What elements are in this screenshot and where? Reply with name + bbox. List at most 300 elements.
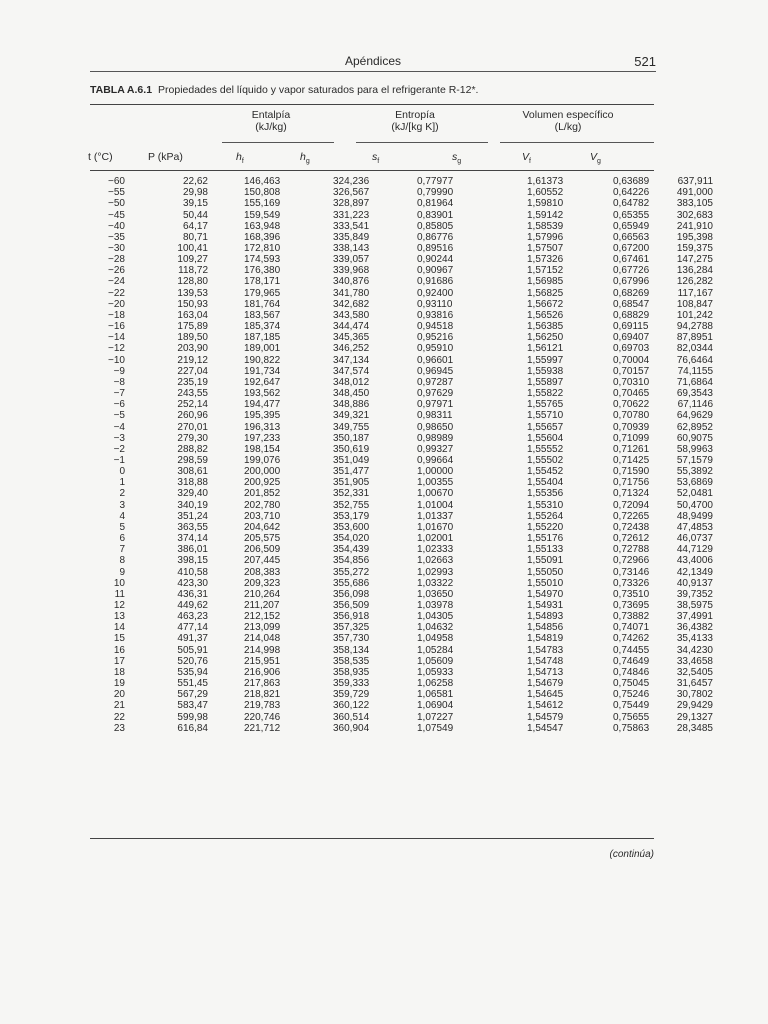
cell-spacer	[295, 544, 333, 555]
cell-spacer	[577, 198, 613, 209]
cell-hg: 359,333	[333, 678, 370, 690]
cell-hg: 339,968	[333, 265, 370, 277]
cell-spacer	[463, 622, 527, 633]
cell-hg: 354,856	[333, 555, 370, 567]
cell-t: 4	[119, 510, 125, 522]
cell-vf: 0,67726	[613, 265, 650, 277]
cell-hf: 159,549	[244, 209, 281, 221]
cell-sg: 1,54819	[527, 633, 564, 645]
cell-hf: 208,383	[244, 566, 281, 578]
cell-spacer	[295, 433, 333, 444]
enthalpy-group-header	[226, 109, 316, 133]
cell-t: −55	[108, 187, 125, 199]
cell-t: 8	[119, 555, 125, 567]
cell-spacer	[208, 712, 244, 723]
cell-hf: 197,233	[244, 432, 281, 444]
cell-sf: 1,04632	[417, 622, 454, 634]
page-number: 521	[634, 54, 656, 69]
cell-sf: 0,98650	[417, 421, 454, 433]
cell-vg: 195,398	[676, 231, 713, 243]
cell-hg: 355,272	[333, 566, 370, 578]
cell-spacer	[577, 176, 613, 187]
cell-hf: 220,746	[244, 711, 281, 723]
cell-t: −10	[108, 354, 125, 366]
cell-spacer	[463, 444, 527, 455]
cell-spacer	[379, 444, 417, 455]
cell-spacer	[208, 176, 244, 187]
cell-spacer	[379, 522, 417, 533]
cell-hf: 206,509	[244, 544, 281, 556]
cell-spacer	[463, 566, 527, 577]
cell-spacer	[295, 209, 333, 220]
cell-sf: 0,79990	[417, 187, 454, 199]
col-header-vf: $V_f$	[522, 151, 531, 166]
table-caption	[90, 84, 478, 96]
volume-underline	[500, 142, 654, 143]
table-row	[90, 232, 713, 243]
cell-hf: 163,948	[244, 220, 281, 232]
cell-p: 477,14	[177, 622, 208, 634]
cell-spacer	[379, 321, 417, 332]
header-rule	[90, 71, 656, 72]
cell-spacer	[379, 209, 417, 220]
cell-sg: 1,54713	[527, 666, 564, 678]
cell-spacer	[295, 377, 333, 388]
cell-spacer	[463, 477, 527, 488]
cell-spacer	[379, 633, 417, 644]
table-row	[90, 712, 713, 723]
cell-sg: 1,55765	[527, 399, 564, 411]
cell-hg: 358,134	[333, 644, 370, 656]
cell-sf: 1,05933	[417, 666, 454, 678]
cell-vf: 0,70004	[613, 354, 650, 366]
cell-hf: 212,152	[244, 611, 281, 623]
cell-sf: 0,86776	[417, 231, 454, 243]
cell-sg: 1,54931	[527, 600, 564, 612]
cell-vf: 0,73695	[613, 600, 650, 612]
cell-spacer	[208, 399, 244, 410]
table-row	[90, 299, 713, 310]
cell-vg: 62,8952	[676, 421, 713, 433]
cell-vg: 42,1349	[676, 566, 713, 578]
cell-hf: 194,477	[244, 399, 281, 411]
cell-vf: 0,74071	[613, 622, 650, 634]
cell-spacer	[463, 656, 527, 667]
cell-spacer	[379, 700, 417, 711]
cell-spacer	[577, 355, 613, 366]
cell-hf: 199,076	[244, 454, 281, 466]
cell-vg: 34,4230	[676, 644, 713, 656]
cell-t: 3	[119, 499, 125, 511]
cell-spacer	[295, 600, 333, 611]
cell-t: −50	[108, 198, 125, 210]
cell-p: 22,62	[182, 176, 208, 188]
table-row	[90, 221, 713, 232]
cell-spacer	[463, 712, 527, 723]
cell-sf: 0,97971	[417, 399, 454, 411]
table-row	[90, 332, 713, 343]
cell-spacer	[295, 276, 333, 287]
cell-spacer	[295, 366, 333, 377]
cell-hg: 343,580	[333, 309, 370, 321]
cell-spacer	[379, 299, 417, 310]
cell-spacer	[208, 477, 244, 488]
table-row	[90, 544, 713, 555]
cell-spacer	[577, 600, 613, 611]
table-row	[90, 689, 713, 700]
cell-hg: 356,918	[333, 611, 370, 623]
cell-spacer	[577, 622, 613, 633]
cell-p: 298,59	[177, 454, 208, 466]
table-row	[90, 622, 713, 633]
cell-spacer	[577, 276, 613, 287]
cell-spacer	[379, 243, 417, 254]
cell-spacer	[463, 288, 527, 299]
cell-hg: 358,535	[333, 655, 370, 667]
cell-p: 386,01	[177, 544, 208, 556]
table-row	[90, 355, 713, 366]
cell-spacer	[295, 455, 333, 466]
table-row	[90, 700, 713, 711]
table-row	[90, 477, 713, 488]
cell-hf: 203,710	[244, 510, 281, 522]
cell-t: −2	[113, 443, 125, 455]
table-row	[90, 243, 713, 254]
cell-t: 7	[119, 544, 125, 556]
table-row	[90, 187, 713, 198]
cell-spacer	[463, 343, 527, 354]
cell-vf: 0,69115	[613, 321, 649, 333]
cell-t: 1	[119, 477, 125, 489]
cell-hf: 185,374	[244, 321, 281, 333]
cell-t: 19	[113, 678, 125, 690]
cell-t: 6	[119, 533, 125, 545]
cell-spacer	[295, 265, 333, 276]
cell-sf: 0,98989	[417, 432, 454, 444]
cell-spacer	[208, 578, 244, 589]
cell-vf: 0,72612	[613, 533, 650, 545]
cell-hf: 178,171	[244, 276, 281, 288]
cell-spacer	[208, 410, 244, 421]
cell-spacer	[295, 321, 333, 332]
cell-hf: 174,593	[244, 254, 281, 266]
cell-hf: 168,396	[244, 231, 281, 243]
cell-spacer	[577, 399, 613, 410]
cell-sf: 0,90967	[417, 265, 454, 277]
cell-spacer	[208, 522, 244, 533]
cell-spacer	[577, 589, 613, 600]
cell-p: 583,47	[177, 700, 208, 712]
cell-spacer	[379, 555, 417, 566]
cell-t: −3	[113, 432, 125, 444]
cell-hf: 181,764	[244, 298, 281, 310]
cell-spacer	[379, 176, 417, 187]
cell-vf: 0,65949	[613, 220, 650, 232]
cell-spacer	[295, 566, 333, 577]
cell-spacer	[208, 377, 244, 388]
cell-spacer	[577, 299, 613, 310]
cell-sg: 1,55176	[527, 533, 564, 545]
cell-sg: 1,55822	[527, 388, 564, 400]
enthalpy-underline	[222, 142, 334, 143]
cell-spacer	[379, 589, 417, 600]
cell-spacer	[577, 455, 613, 466]
cell-spacer	[379, 689, 417, 700]
cell-spacer	[295, 511, 333, 522]
cell-spacer	[295, 645, 333, 656]
cell-spacer	[463, 265, 527, 276]
cell-vf: 0,71756	[613, 477, 650, 489]
cell-spacer	[295, 633, 333, 644]
cell-spacer	[577, 221, 613, 232]
cell-spacer	[295, 477, 333, 488]
cell-hg: 351,049	[333, 454, 370, 466]
volume-label: Volumen específico	[522, 109, 614, 121]
cell-p: 80,71	[182, 231, 208, 243]
cell-vf: 0,70465	[613, 388, 650, 400]
cell-spacer	[463, 421, 527, 432]
cell-sf: 0,95216	[417, 332, 454, 344]
table-row	[90, 633, 713, 644]
col-header-hg: $h_g$	[300, 151, 310, 166]
cell-sg: 1,55604	[527, 432, 564, 444]
cell-hf: 198,154	[244, 443, 281, 455]
cell-p: 463,23	[177, 611, 208, 623]
cell-t: −6	[113, 399, 125, 411]
cell-spacer	[208, 555, 244, 566]
cell-p: 203,90	[177, 343, 208, 355]
cell-vf: 0,72438	[613, 521, 650, 533]
cell-sf: 0,81964	[417, 198, 454, 210]
cell-spacer	[208, 633, 244, 644]
cell-vf: 0,75045	[613, 678, 650, 690]
cell-sg: 1,55356	[527, 488, 564, 500]
cell-hg: 348,450	[333, 388, 370, 400]
cell-vg: 101,242	[676, 309, 713, 321]
cell-sg: 1,54748	[527, 655, 564, 667]
cell-t: 16	[113, 644, 125, 656]
cell-hf: 210,264	[244, 588, 281, 600]
cell-hf: 146,463	[244, 176, 281, 188]
cell-vf: 0,75863	[613, 722, 650, 734]
cell-spacer	[463, 221, 527, 232]
cell-vf: 0,73146	[613, 566, 650, 578]
cell-spacer	[208, 667, 244, 678]
cell-t: −60	[108, 176, 125, 188]
cell-hf: 155,169	[244, 198, 281, 210]
cell-spacer	[208, 388, 244, 399]
cell-hg: 331,223	[333, 209, 370, 221]
cell-vg: 136,284	[676, 265, 713, 277]
cell-hg: 360,514	[333, 711, 370, 723]
cell-spacer	[577, 388, 613, 399]
cell-hg: 328,897	[333, 198, 370, 210]
cell-sf: 1,07227	[417, 711, 454, 723]
cell-vf: 0,71261	[613, 443, 650, 455]
cell-spacer	[379, 678, 417, 689]
cell-vf: 0,74649	[613, 655, 650, 667]
cell-t: −30	[108, 243, 125, 255]
cell-t: −45	[108, 209, 125, 221]
cell-spacer	[208, 209, 244, 220]
cell-spacer	[463, 500, 527, 511]
cell-spacer	[208, 622, 244, 633]
cell-p: 100,41	[177, 243, 208, 255]
cell-sg: 1,55310	[527, 499, 564, 511]
cell-hg: 340,876	[333, 276, 370, 288]
cell-vg: 53,6869	[676, 477, 713, 489]
table-row	[90, 276, 713, 287]
cell-spacer	[463, 410, 527, 421]
cell-spacer	[208, 276, 244, 287]
cell-vf: 0,67461	[613, 254, 650, 266]
cell-vg: 29,9429	[676, 700, 713, 712]
cell-spacer	[295, 198, 333, 209]
cell-spacer	[463, 466, 527, 477]
table-row	[90, 500, 713, 511]
r12-saturated-table	[90, 176, 713, 734]
cell-vg: 76,6464	[676, 354, 713, 366]
cell-spacer	[295, 254, 333, 265]
cell-spacer	[577, 310, 613, 321]
cell-hg: 338,143	[333, 243, 370, 255]
cell-sf: 0,91686	[417, 276, 454, 288]
cell-spacer	[208, 187, 244, 198]
table-bottom-rule	[90, 838, 654, 839]
cell-spacer	[208, 488, 244, 499]
volume-unit: (L/kg)	[554, 121, 582, 133]
cell-vg: 71,6864	[676, 376, 713, 388]
cell-hg: 360,122	[333, 700, 370, 712]
cell-t: −1	[113, 454, 125, 466]
cell-spacer	[379, 187, 417, 198]
cell-sg: 1,56985	[527, 276, 564, 288]
cell-spacer	[295, 611, 333, 622]
col-header-sg: $s_g$	[452, 151, 462, 166]
running-head: Apéndices	[344, 54, 402, 68]
cell-p: 109,27	[177, 254, 208, 266]
cell-spacer	[463, 511, 527, 522]
cell-spacer	[295, 466, 333, 477]
cell-spacer	[463, 366, 527, 377]
cell-vf: 0,73882	[613, 611, 650, 623]
cell-spacer	[208, 321, 244, 332]
cell-vg: 64,9629	[676, 410, 713, 422]
cell-p: 139,53	[177, 287, 208, 299]
cell-spacer	[379, 622, 417, 633]
cell-vg: 39,7352	[676, 588, 713, 600]
cell-hf: 172,810	[244, 243, 281, 255]
cell-spacer	[463, 399, 527, 410]
header-bottom-rule	[90, 170, 654, 171]
cell-vf: 0,75246	[613, 689, 650, 701]
cell-t: 14	[113, 622, 125, 634]
cell-vf: 0,63689	[613, 176, 650, 188]
cell-vf: 0,75655	[613, 711, 650, 723]
cell-spacer	[379, 544, 417, 555]
table-row	[90, 566, 713, 577]
cell-hg: 350,187	[333, 432, 370, 444]
cell-spacer	[577, 343, 613, 354]
cell-p: 505,91	[177, 644, 208, 656]
table-row	[90, 399, 713, 410]
col-header-p: P (kPa)	[148, 151, 183, 163]
cell-p: 163,04	[177, 309, 208, 321]
cell-t: −35	[108, 231, 125, 243]
cell-spacer	[208, 299, 244, 310]
cell-spacer	[463, 589, 527, 600]
cell-hg: 357,325	[333, 622, 370, 634]
cell-hf: 187,185	[244, 332, 281, 344]
cell-sg: 1,55404	[527, 477, 564, 489]
entropy-unit: (kJ/[kg K])	[391, 121, 439, 133]
cell-spacer	[379, 410, 417, 421]
cell-spacer	[463, 488, 527, 499]
cell-spacer	[577, 332, 613, 343]
cell-spacer	[208, 444, 244, 455]
volume-group-header	[500, 109, 636, 133]
cell-sf: 0,93816	[417, 309, 454, 321]
cell-spacer	[208, 723, 244, 734]
cell-sg: 1,57996	[527, 231, 564, 243]
cell-spacer	[295, 243, 333, 254]
cell-vg: 126,282	[676, 276, 713, 288]
cell-spacer	[463, 600, 527, 611]
cell-spacer	[463, 555, 527, 566]
cell-hg: 339,057	[333, 254, 370, 266]
cell-spacer	[577, 366, 613, 377]
cell-spacer	[295, 332, 333, 343]
cell-p: 363,55	[177, 521, 208, 533]
cell-spacer	[379, 600, 417, 611]
col-header-sf: $s_f$	[372, 151, 380, 166]
cell-hg: 326,567	[333, 187, 370, 199]
cell-spacer	[208, 265, 244, 276]
cell-sf: 1,02001	[417, 533, 454, 545]
cell-hf: 217,863	[244, 678, 281, 690]
cell-spacer	[463, 455, 527, 466]
cell-vg: 74,1155	[677, 365, 713, 377]
cell-sg: 1,54970	[527, 588, 564, 600]
cell-spacer	[295, 355, 333, 366]
cell-p: 351,24	[177, 510, 208, 522]
cell-spacer	[295, 622, 333, 633]
cell-spacer	[463, 433, 527, 444]
cell-spacer	[379, 265, 417, 276]
table-row	[90, 488, 713, 499]
table-row	[90, 421, 713, 432]
table-row	[90, 209, 713, 220]
cell-spacer	[463, 633, 527, 644]
cell-spacer	[208, 700, 244, 711]
cell-p: 599,98	[177, 711, 208, 723]
cell-spacer	[577, 611, 613, 622]
cell-vg: 67,1146	[677, 399, 713, 411]
cell-vg: 94,2788	[676, 321, 713, 333]
cell-hf: 205,575	[244, 533, 281, 545]
cell-sf: 1,00670	[417, 488, 454, 500]
cell-sg: 1,59142	[527, 209, 564, 221]
cell-hf: 214,998	[244, 644, 281, 656]
cell-spacer	[208, 611, 244, 622]
cell-sf: 0,89516	[417, 243, 454, 255]
cell-spacer	[463, 310, 527, 321]
cell-spacer	[577, 500, 613, 511]
col-header-t: t (°C)	[88, 151, 113, 163]
cell-t: 10	[113, 577, 125, 589]
cell-sg: 1,55897	[527, 376, 564, 388]
table-row	[90, 555, 713, 566]
